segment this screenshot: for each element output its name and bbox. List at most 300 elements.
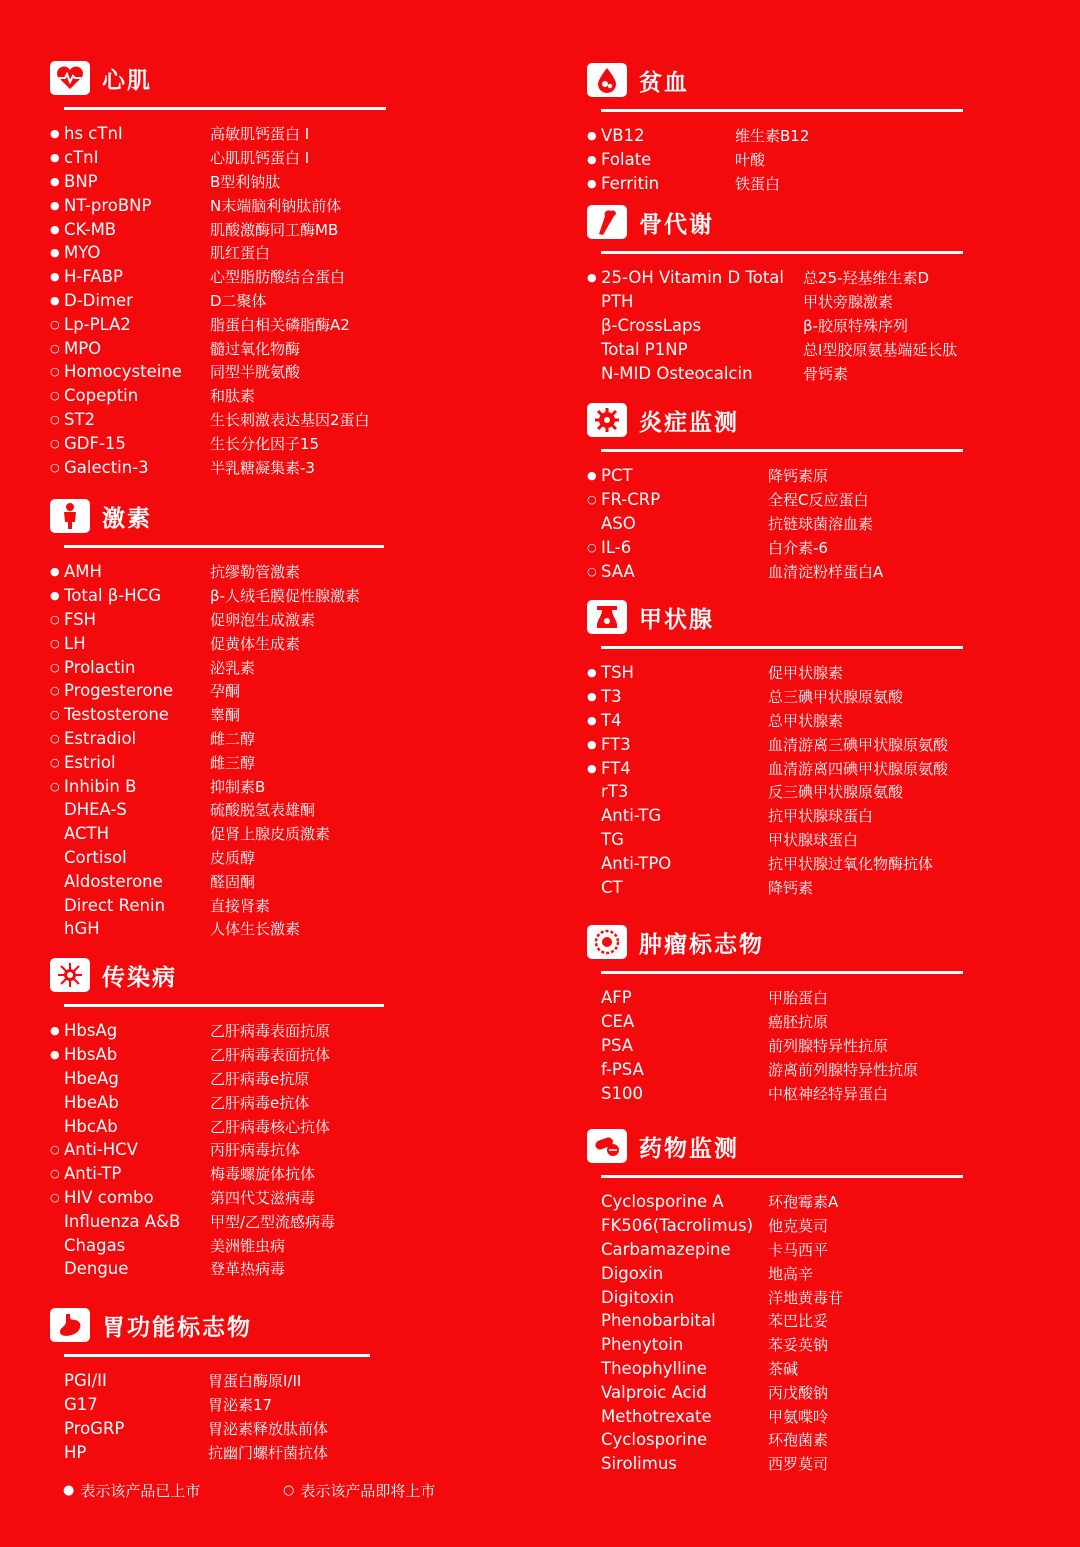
item-name-zh: 同型半胱氨酸 [210, 363, 301, 382]
item-code: T4 [601, 710, 622, 730]
item-name-zh: 乙肝病毒表面抗原 [210, 1022, 331, 1041]
item-code: N-MID Osteocalcin [601, 363, 753, 383]
item-code: Lp-PLA2 [64, 314, 131, 334]
list-item [50, 560, 384, 584]
item-name-zh: 叶酸 [735, 151, 766, 170]
item-name-zh: 肌酸激酶同工酶MB [210, 220, 339, 239]
upcoming-dot-icon: ○ [50, 1190, 60, 1204]
list-item [587, 1057, 963, 1081]
available-dot-icon: ● [587, 129, 597, 143]
item-code: hs cTnI [64, 124, 123, 144]
list-item [50, 1043, 384, 1067]
section-title: 肿瘤标志物 [639, 931, 764, 958]
section-thyroid [587, 597, 963, 899]
item-code: Digoxin [601, 1263, 664, 1283]
section-gastric [50, 1305, 370, 1464]
item-name-zh: 睾酮 [210, 706, 241, 725]
item-code: ASO [601, 513, 636, 533]
item-name-zh: 抗甲状腺球蛋白 [768, 807, 874, 826]
available-dot-icon: ● [50, 174, 60, 188]
item-name-zh: 雌二醇 [210, 729, 256, 748]
section-drug [587, 1126, 963, 1476]
item-name-zh: 胃蛋白酶原I/II [208, 1372, 302, 1391]
list-item [50, 608, 384, 632]
list-item [587, 172, 963, 196]
item-code: Anti-TPO [601, 853, 672, 873]
section-bone [587, 202, 963, 385]
list-item [587, 464, 963, 488]
item-code: Progesterone [64, 681, 174, 701]
list-item [587, 1452, 963, 1476]
item-name-zh: β-胶原特殊序列 [803, 316, 908, 335]
item-code: H-FABP [64, 267, 123, 287]
item-code: D-Dimer [64, 290, 133, 310]
item-code: Phenobarbital [601, 1311, 716, 1331]
upcoming-dot-icon: ○ [50, 708, 60, 722]
divider [601, 251, 963, 254]
upcoming-dot-icon: ○ [50, 1167, 60, 1181]
list-item [50, 917, 384, 941]
available-dot-icon: ● [587, 271, 597, 285]
list-item [50, 241, 386, 265]
bone-icon [587, 205, 627, 239]
list-item [50, 774, 384, 798]
list-item [587, 986, 963, 1010]
section-title: 炎症监测 [639, 409, 739, 436]
upcoming-dot-icon: ○ [50, 389, 60, 403]
section-infectious [50, 955, 384, 1281]
list-item [50, 1162, 384, 1186]
list-item [587, 1428, 963, 1452]
item-code: Cyclosporine [601, 1430, 708, 1450]
item-name-zh: B型利钠肽 [210, 172, 281, 191]
item-name-zh: 生长分化因子15 [210, 434, 320, 453]
list-item [587, 1380, 963, 1404]
item-code: Cortisol [64, 847, 127, 867]
list-item [587, 875, 963, 899]
list-item [50, 217, 386, 241]
upcoming-dot-icon: ○ [50, 636, 60, 650]
blood-drop-icon [587, 63, 627, 97]
item-code: rT3 [601, 782, 629, 802]
upcoming-dot-icon: ○ [50, 731, 60, 745]
item-code: SAA [601, 561, 635, 581]
list-item [587, 1261, 963, 1285]
list-item [587, 1081, 963, 1105]
virus-icon [50, 958, 90, 992]
list-item [50, 1090, 384, 1114]
item-name-zh: 硫酸脱氢表雄酮 [210, 801, 316, 820]
item-code: Prolactin [64, 657, 136, 677]
divider [601, 449, 963, 452]
list-item [50, 1186, 384, 1210]
section-hormone [50, 496, 384, 941]
item-code: TSH [601, 663, 634, 683]
list-item [587, 290, 963, 314]
item-code: CK-MB [64, 219, 117, 239]
list-item [587, 804, 963, 828]
list-item [587, 1238, 963, 1262]
item-code: MPO [64, 338, 102, 358]
item-list [587, 266, 963, 385]
item-code: HbsAg [64, 1021, 118, 1041]
divider [64, 1354, 370, 1357]
available-dot-icon: ● [587, 666, 597, 680]
item-name-zh: 促甲状腺素 [768, 664, 844, 683]
item-name-zh: 降钙素原 [768, 467, 829, 486]
item-name-zh: 骨钙素 [803, 364, 849, 383]
available-dot-icon: ● [50, 589, 60, 603]
divider [601, 1175, 963, 1178]
item-name-zh: 苯妥英钠 [768, 1336, 829, 1355]
list-item [50, 822, 384, 846]
item-code: IL-6 [601, 537, 632, 557]
list-item [587, 709, 963, 733]
section-tumor [587, 922, 963, 1105]
item-name-zh: 癌胚抗原 [768, 1013, 829, 1032]
list-item [50, 384, 386, 408]
item-code: ST2 [64, 409, 96, 429]
item-list [587, 661, 963, 899]
item-name-zh: 甲状旁腺激素 [803, 293, 894, 312]
item-list [587, 986, 963, 1105]
item-name-zh: 抑制素B [210, 777, 266, 796]
item-name-zh: 乙肝病毒表面抗体 [210, 1046, 331, 1065]
list-item [50, 1440, 370, 1464]
item-name-zh: 总甲状腺素 [768, 711, 844, 730]
item-code: GDF-15 [64, 433, 126, 453]
list-item [587, 361, 963, 385]
available-dot-icon: ● [587, 176, 597, 190]
list-item [50, 798, 384, 822]
item-name-zh: 西罗莫司 [768, 1455, 829, 1474]
list-item [587, 732, 963, 756]
list-item [50, 1369, 370, 1393]
item-name-zh: 前列腺特异性抗原 [768, 1036, 889, 1055]
available-dot-icon: ● [50, 151, 60, 165]
item-name-zh: 促肾上腺皮质激素 [210, 825, 331, 844]
item-code: Anti-TP [64, 1164, 122, 1184]
item-code: Testosterone [64, 705, 169, 725]
item-name-zh: 抗幽门螺杆菌抗体 [208, 1443, 329, 1462]
item-code: Estriol [64, 752, 116, 772]
item-name-zh: 苯巴比妥 [768, 1312, 829, 1331]
upcoming-dot-icon: ○ [50, 684, 60, 698]
item-name-zh: 铁蛋白 [735, 174, 781, 193]
item-code: Total P1NP [601, 339, 688, 359]
list-item [587, 124, 963, 148]
item-name-zh: 高敏肌钙蛋白 I [210, 125, 310, 144]
item-name-zh: 维生素B12 [735, 127, 810, 146]
legend-upcoming [283, 1480, 435, 1501]
list-item [587, 1010, 963, 1034]
divider [601, 971, 963, 974]
item-code: Digitoxin [601, 1287, 675, 1307]
item-name-zh: 卡马西平 [768, 1240, 829, 1259]
available-dot-icon: ● [587, 690, 597, 704]
item-code: Methotrexate [601, 1406, 712, 1426]
item-name-zh: 胃泌素释放肽前体 [208, 1419, 329, 1438]
section-title: 传染病 [102, 964, 177, 991]
list-item [50, 846, 384, 870]
heart-pulse-icon [50, 61, 90, 95]
upcoming-dot-icon: ○ [587, 540, 597, 554]
item-code: Homocysteine [64, 362, 182, 382]
list-item [50, 655, 384, 679]
item-name-zh: 促卵泡生成激素 [210, 610, 316, 629]
item-code: G17 [64, 1395, 98, 1415]
item-code: Inhibin B [64, 776, 137, 796]
list-item [50, 1019, 384, 1043]
item-code: Folate [601, 150, 652, 170]
list-item [50, 631, 384, 655]
upcoming-dot-icon: ○ [587, 564, 597, 578]
item-code: ACTH [64, 824, 110, 844]
upcoming-dot-icon: ○ [50, 660, 60, 674]
item-code: PTH [601, 292, 634, 312]
item-name-zh: 和肽素 [210, 387, 256, 406]
section-title: 药物监测 [639, 1135, 739, 1162]
list-item [50, 146, 386, 170]
item-name-zh: 地高辛 [768, 1264, 814, 1283]
item-name-zh: 第四代艾滋病毒 [210, 1188, 316, 1207]
item-name-zh: 脂蛋白相关磷脂酶A2 [210, 315, 350, 334]
list-item [587, 1404, 963, 1428]
item-list [50, 122, 386, 479]
item-name-zh: 游离前列腺特异性抗原 [768, 1060, 919, 1079]
divider [601, 646, 963, 649]
available-dot-icon: ● [50, 1024, 60, 1038]
item-name-zh: 肌红蛋白 [210, 244, 271, 263]
list-item [587, 661, 963, 685]
item-name-zh: N末端脑利钠肽前体 [210, 196, 342, 215]
item-code: Dengue [64, 1259, 129, 1279]
item-list [587, 1190, 963, 1476]
item-name-zh: 白介素-6 [768, 538, 828, 557]
item-name-zh: 环孢霉素A [768, 1193, 839, 1212]
item-code: Direct Renin [64, 895, 166, 915]
available-dot-icon: ● [50, 293, 60, 307]
divider [64, 1004, 384, 1007]
available-dot-icon: ● [587, 153, 597, 167]
list-item [587, 314, 963, 338]
item-name-zh: 梅毒螺旋体抗体 [210, 1165, 316, 1184]
item-code: PSA [601, 1035, 634, 1055]
list-item [50, 1393, 370, 1417]
item-name-zh: 反三碘甲状腺原氨酸 [768, 783, 904, 802]
list-item [50, 1417, 370, 1441]
item-code: f-PSA [601, 1059, 644, 1079]
available-dot-icon: ● [587, 469, 597, 483]
item-code: Valproic Acid [601, 1382, 707, 1402]
item-code: Cyclosporine A [601, 1192, 724, 1212]
available-dot-icon: ● [50, 198, 60, 212]
item-code: Galectin-3 [64, 457, 149, 477]
item-name-zh: β-人绒毛膜促性腺激素 [210, 587, 360, 606]
upcoming-dot-icon: ○ [50, 779, 60, 793]
list-item [587, 1309, 963, 1333]
section-title: 骨代谢 [639, 211, 714, 238]
item-code: HbeAg [64, 1068, 119, 1088]
item-code: DHEA-S [64, 800, 127, 820]
item-name-zh: 促黄体生成素 [210, 634, 301, 653]
item-code: 25-OH Vitamin D Total [601, 268, 784, 288]
list-item [587, 1190, 963, 1214]
list-item [50, 431, 386, 455]
item-name-zh: 皮质醇 [210, 848, 256, 867]
legend-launched [63, 1480, 200, 1501]
available-dot-icon: ● [50, 222, 60, 236]
list-item [50, 408, 386, 432]
list-item [50, 1209, 384, 1233]
item-list [50, 1019, 384, 1281]
list-item [587, 266, 963, 290]
available-dot-icon: ● [50, 246, 60, 260]
item-code: HP [64, 1442, 87, 1462]
list-item [50, 455, 386, 479]
section-title: 激素 [102, 505, 152, 532]
list-item [587, 685, 963, 709]
item-name-zh: 他克莫司 [768, 1217, 829, 1236]
item-name-zh: 人体生长激素 [210, 920, 301, 939]
item-name-zh: 血清游离四碘甲状腺原氨酸 [768, 759, 949, 778]
upcoming-dot-icon: ○ [50, 365, 60, 379]
upcoming-dot-icon: ○ [587, 493, 597, 507]
item-name-zh: 丙戊酸钠 [768, 1383, 829, 1402]
item-code: PCT [601, 466, 633, 486]
item-code: HbeAb [64, 1092, 119, 1112]
item-list [50, 1369, 370, 1464]
item-code: FR-CRP [601, 490, 661, 510]
item-name-zh: 髓过氧化物酶 [210, 339, 301, 358]
item-code: Chagas [64, 1235, 126, 1255]
item-name-zh: 直接肾素 [210, 896, 271, 915]
list-item [50, 1257, 384, 1281]
item-code: FT3 [601, 734, 631, 754]
list-item [50, 193, 386, 217]
item-list [587, 124, 963, 195]
item-name-zh: 中枢神经特异蛋白 [768, 1084, 889, 1103]
item-name-zh: 环孢菌素 [768, 1431, 829, 1450]
item-name-zh: 甲氨喋呤 [768, 1407, 829, 1426]
hollow-dot-icon: ○ [283, 1483, 295, 1498]
list-item [50, 170, 386, 194]
item-name-zh: 乙肝病毒e抗体 [210, 1093, 310, 1112]
item-code: Phenytoin [601, 1335, 684, 1355]
item-code: ProGRP [64, 1418, 125, 1438]
section-title: 甲状腺 [639, 606, 714, 633]
body-figure-icon [50, 499, 90, 533]
item-code: CT [601, 877, 623, 897]
upcoming-dot-icon: ○ [50, 412, 60, 426]
available-dot-icon: ● [587, 713, 597, 727]
item-name-zh: 抗缪勒管激素 [210, 563, 301, 582]
item-name-zh: 心型脂肪酸结合蛋白 [210, 268, 346, 287]
list-item [50, 336, 386, 360]
list-item [587, 1214, 963, 1238]
item-name-zh: 乙肝病毒核心抗体 [210, 1117, 331, 1136]
item-code: β-CrossLaps [601, 315, 702, 335]
item-name-zh: 半乳糖凝集素-3 [210, 458, 315, 477]
item-name-zh: D二聚体 [210, 291, 267, 310]
item-code: LH [64, 633, 86, 653]
item-code: Anti-TG [601, 806, 662, 826]
item-code: PGI/II [64, 1371, 107, 1391]
item-code: CEA [601, 1012, 635, 1032]
item-code: HbsAb [64, 1045, 118, 1065]
section-cardiac [50, 58, 386, 479]
list-item [587, 851, 963, 875]
list-item [587, 828, 963, 852]
item-code: Influenza A&B [64, 1211, 181, 1231]
item-name-zh: 降钙素 [768, 878, 814, 897]
item-name-zh: 血清淀粉样蛋白A [768, 562, 884, 581]
upcoming-dot-icon: ○ [50, 460, 60, 474]
list-item [587, 559, 963, 583]
cell-icon [587, 925, 627, 959]
list-item [587, 1285, 963, 1309]
item-code: FT4 [601, 758, 631, 778]
item-name-zh: 甲胎蛋白 [768, 989, 829, 1008]
available-dot-icon: ● [587, 737, 597, 751]
available-dot-icon: ● [50, 1048, 60, 1062]
item-code: hGH [64, 919, 100, 939]
item-name-zh: 总三碘甲状腺原氨酸 [768, 688, 904, 707]
item-code: Estradiol [64, 728, 137, 748]
item-code: NT-proBNP [64, 195, 152, 215]
item-name-zh: 抗链球菌溶血素 [768, 514, 874, 533]
divider [64, 545, 384, 548]
list-item [587, 148, 963, 172]
item-code: FK506(Tacrolimus) [601, 1216, 754, 1236]
list-item [50, 312, 386, 336]
item-list [50, 560, 384, 941]
list-item [50, 893, 384, 917]
list-item [587, 780, 963, 804]
list-item [50, 584, 384, 608]
item-code: Aldosterone [64, 871, 163, 891]
item-name-zh: 乙肝病毒e抗原 [210, 1069, 310, 1088]
item-code: VB12 [601, 126, 645, 146]
list-item [587, 535, 963, 559]
list-item [587, 756, 963, 780]
item-code: Theophylline [601, 1358, 707, 1378]
divider [64, 107, 386, 110]
item-code: AFP [601, 988, 632, 1008]
pill-icon [587, 1129, 627, 1163]
item-code: cTnI [64, 148, 99, 168]
list-item [587, 512, 963, 536]
item-name-zh: 心肌肌钙蛋白 I [210, 149, 310, 168]
list-item [50, 869, 384, 893]
list-item [50, 750, 384, 774]
item-name-zh: 泌乳素 [210, 658, 256, 677]
list-item [587, 1333, 963, 1357]
item-code: FSH [64, 609, 97, 629]
item-name-zh: 总I型胶原氨基端延长肽 [803, 340, 958, 359]
item-name-zh: 茶碱 [768, 1359, 799, 1378]
available-dot-icon: ● [50, 270, 60, 284]
item-name-zh: 胃泌素17 [208, 1396, 273, 1415]
list-item [587, 488, 963, 512]
gear-virus-icon [587, 403, 627, 437]
upcoming-dot-icon: ○ [50, 317, 60, 331]
legend-launched-label: 表示该产品已上市 [80, 1482, 201, 1500]
item-code: Ferritin [601, 173, 660, 193]
item-code: MYO [64, 243, 101, 263]
section-title: 心肌 [102, 67, 152, 94]
section-title: 胃功能标志物 [102, 1314, 252, 1341]
